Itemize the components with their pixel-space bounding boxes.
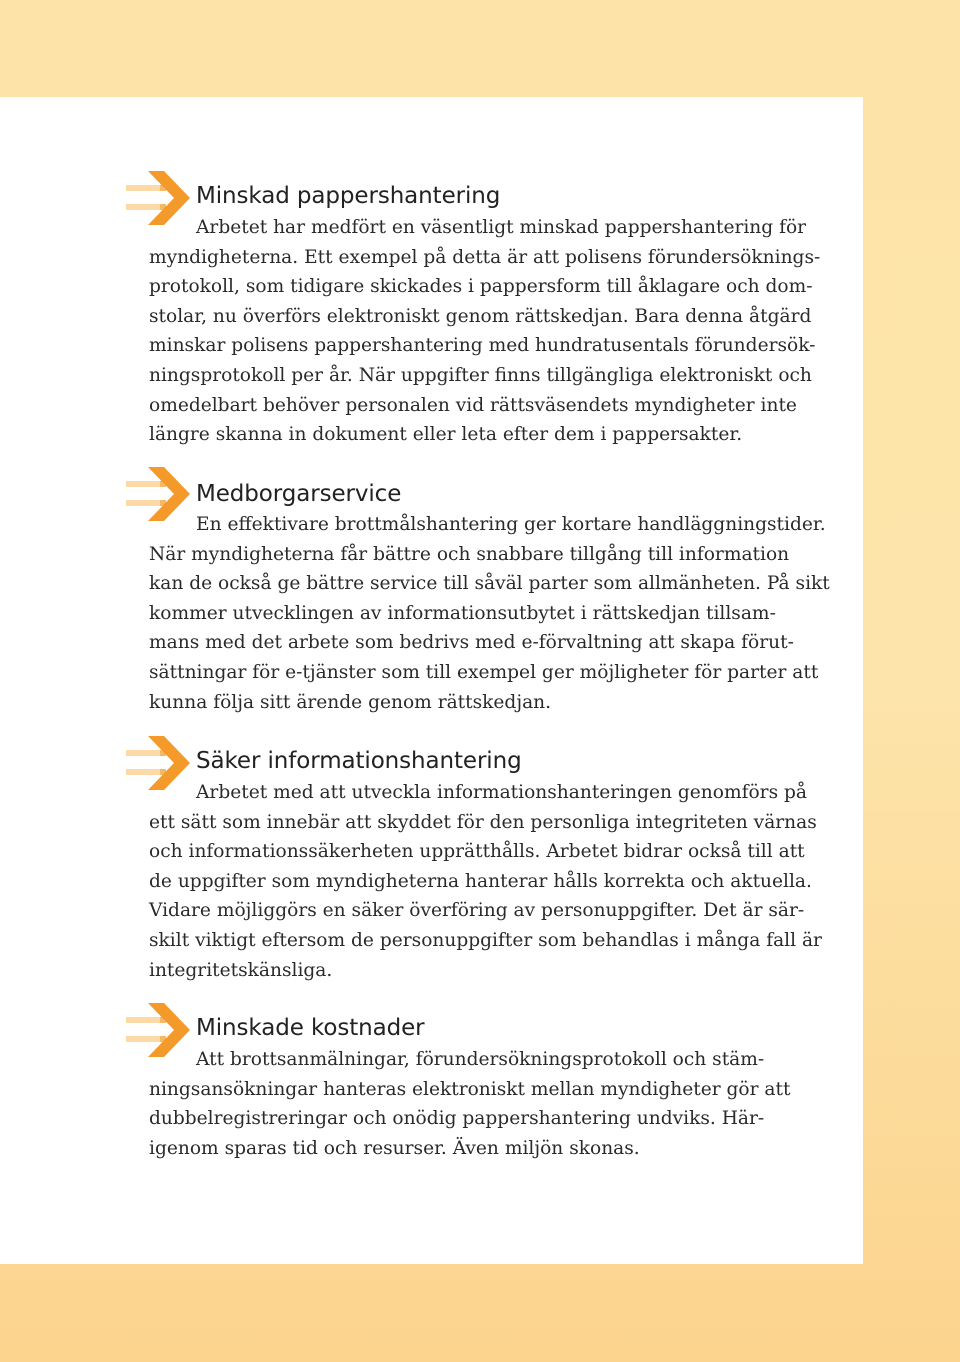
text-line: Vidare möjliggörs en säker överföring av personuppgifter. Det är sär- bbox=[149, 900, 805, 922]
text-line: kunna följa sitt ärende genom rättskedjan. bbox=[149, 691, 552, 713]
text-line: Att brottsanmälningar, förundersökningsprotokoll och stäm- bbox=[196, 1049, 765, 1070]
text-line: ett sätt som innebär att skyddet för den personliga integriteten värnas bbox=[149, 811, 817, 833]
text-line: Arbetet med att utveckla informationshanteringen genomförs på bbox=[196, 782, 808, 803]
text-line: Arbetet har medfört en väsentligt minskad pappershantering för bbox=[196, 217, 807, 238]
text-line: ningsansökningar hanteras elektroniskt mellan myndigheter gör att bbox=[149, 1078, 791, 1100]
section-heading: Minskad pappershantering bbox=[196, 183, 501, 209]
section-body bbox=[149, 510, 830, 717]
text-line: igenom sparas tid och resurser. Även miljön skonas. bbox=[149, 1137, 640, 1159]
text-line: myndigheterna. Ett exempel på detta är att polisens förundersöknings- bbox=[149, 246, 821, 268]
text-line: sättningar för e-tjänster som till exempel ger möjligheter för parter att bbox=[149, 661, 819, 683]
section-body bbox=[149, 1045, 809, 1163]
text-line: mans med det arbete som bedrivs med e-förvaltning att skapa förut- bbox=[149, 632, 794, 654]
text-line: integritetskänsliga. bbox=[149, 959, 333, 981]
text-line: kan de också ge bättre service till såväl parter som allmänheten. På sikt bbox=[149, 573, 830, 595]
text-line: längre skanna in dokument eller leta efter dem i pappersakter. bbox=[149, 424, 743, 446]
text-line: och informationssäkerheten upprätthålls. Arbetet bidrar också till att bbox=[149, 841, 805, 863]
text-line: minskar polisens pappershantering med hundratusentals förundersök- bbox=[149, 335, 816, 357]
text-line: de uppgifter som myndigheterna hanterar hålls korrekta och aktuella. bbox=[149, 870, 812, 892]
text-line: kommer utvecklingen av informationsutbytet i rättskedjan tillsam- bbox=[149, 602, 776, 624]
text-line: ningsprotokoll per år. När uppgifter finns tillgängliga elektroniskt och bbox=[149, 364, 812, 386]
document-page bbox=[0, 97, 863, 1264]
text-line: När myndigheterna får bättre och snabbare tillgång till information bbox=[149, 543, 790, 565]
section-body bbox=[149, 778, 822, 985]
section-body bbox=[149, 213, 821, 450]
text-line: skilt viktigt eftersom de personuppgifter som behandlas i många fall är bbox=[149, 929, 822, 951]
text-line: omedelbart behöver personalen vid rättsväsendets myndigheter inte bbox=[149, 394, 797, 416]
section-heading: Minskade kostnader bbox=[196, 1015, 425, 1041]
text-line: dubbelregistreringar och onödig pappershantering undviks. Här- bbox=[149, 1108, 765, 1130]
section-heading: Säker informationshantering bbox=[196, 748, 522, 774]
text-line: protokoll, som tidigare skickades i pappersform till åklagare och dom- bbox=[149, 276, 813, 298]
text-line: En effektivare brottmålshantering ger kortare handläggningstider. bbox=[196, 514, 826, 535]
text-line: stolar, nu överförs elektroniskt genom rättskedjan. Bara denna åtgärd bbox=[149, 305, 812, 327]
section-heading: Medborgarservice bbox=[196, 481, 402, 507]
